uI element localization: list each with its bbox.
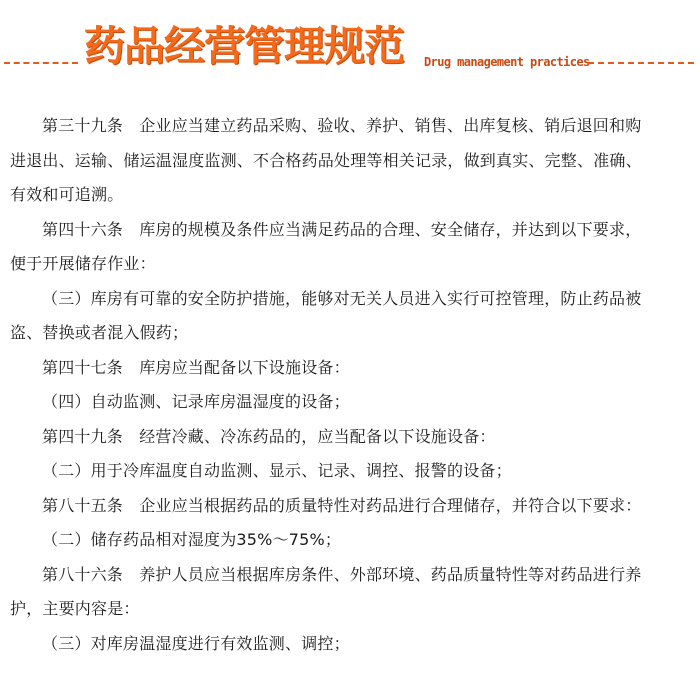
paragraph-article-86: 第八十六条 养护人员应当根据库房条件、外部环境、药品质量特性等对药品进行养护，主要内容是： (10, 564, 642, 618)
paragraph-article-46-item-3: （三）库房有可靠的安全防护措施，能够对无关人员进入实行可控管理，防止药品被盗、替换或者混入假药； (10, 288, 642, 342)
page-title: 药品经营管理规范 (84, 22, 404, 70)
paragraph-article-85-item-2: （二）储存药品相对湿度为35%～75%； (42, 530, 342, 549)
paragraph-article-85: 第八十五条 企业应当根据药品的质量特性对药品进行合理储存，并符合以下要求： (42, 495, 642, 515)
paragraph-article-39: 第三十九条 企业应当建立药品采购、验收、养护、销售、出库复核、销后退回和购进退出、运输、储运温湿度监测、不合格药品处理等相关记录，做到真实、完整、准确、有效和可追溯。 (10, 116, 642, 204)
article-body (10, 109, 650, 661)
page-subtitle: Drug management practices (424, 55, 590, 69)
paragraph-article-49-item-2: （二）用于冷库温度自动监测、显示、记录、调控、报警的设备； (42, 461, 512, 480)
paragraph-article-86-item-3: （三）对库房温湿度进行有效监测、调控； (42, 633, 350, 653)
paragraph-article-47-item-4: （四）自动监测、记录库房温湿度的设备； (42, 392, 350, 411)
page-header (0, 0, 700, 100)
paragraph-article-46: 第四十六条 库房的规模及条件应当满足药品的合理、安全储存，并达到以下要求，便于开展储存作业： (10, 219, 642, 273)
header-dashed-line-right (588, 62, 694, 64)
paragraph-article-47: 第四十七条 库房应当配备以下设施设备： (42, 357, 350, 377)
paragraph-article-49: 第四十九条 经营冷藏、冷冻药品的，应当配备以下设施设备： (42, 426, 496, 446)
header-dashed-line-left (4, 62, 78, 64)
